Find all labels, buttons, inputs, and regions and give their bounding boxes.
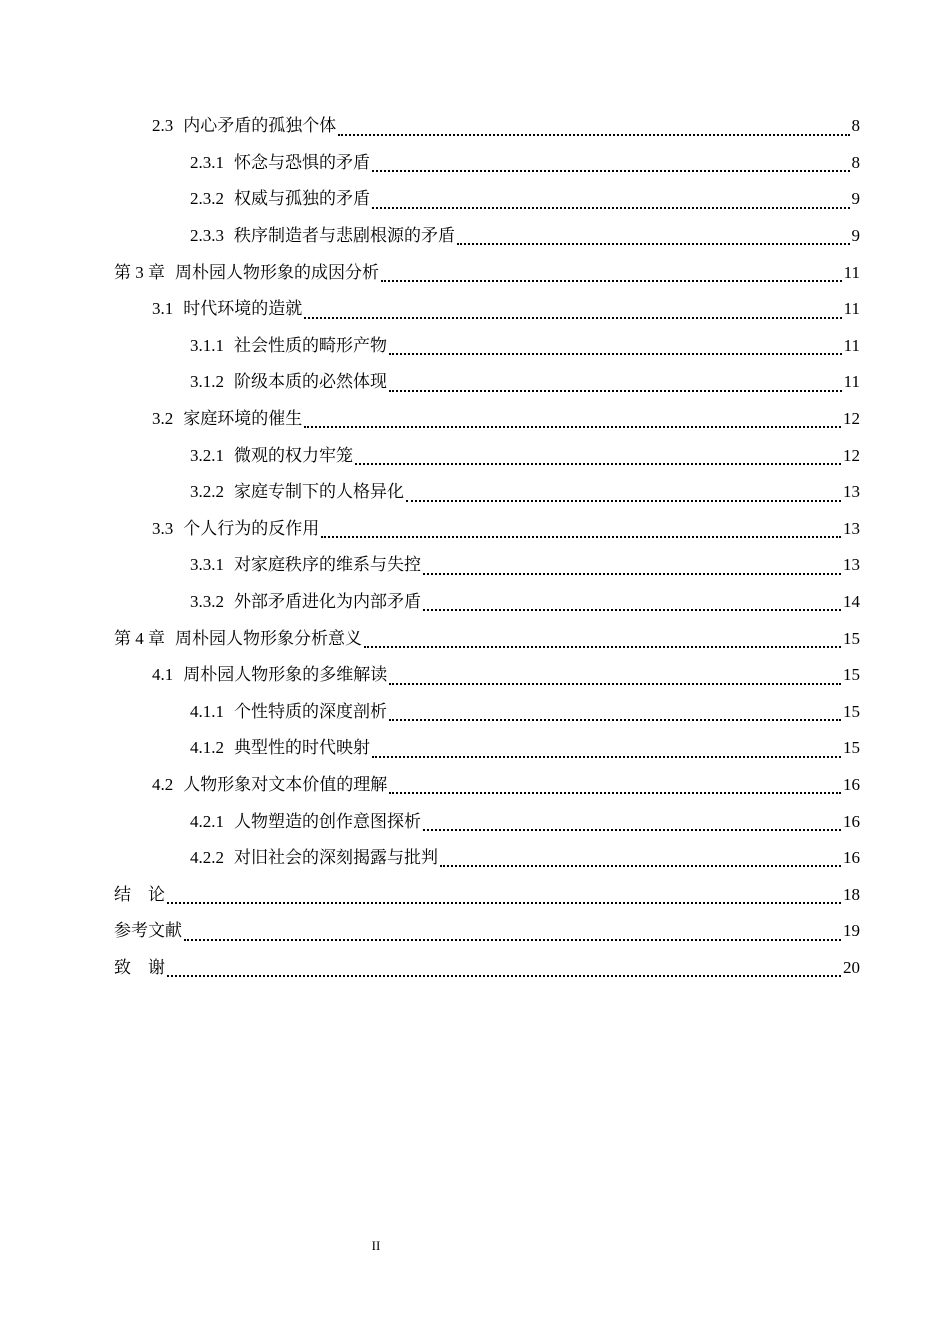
dot-leader bbox=[321, 536, 841, 538]
dot-leader bbox=[372, 756, 841, 758]
toc-entry[interactable] bbox=[0, 511, 950, 548]
toc-entry-page-number: 13 bbox=[843, 555, 860, 575]
toc-entry[interactable] bbox=[0, 767, 950, 804]
dot-leader bbox=[381, 280, 842, 282]
dot-leader bbox=[423, 573, 841, 575]
toc-entry-title: 家庭环境的催生 bbox=[183, 409, 303, 429]
toc-entry-number: 3.3.2 bbox=[190, 592, 224, 612]
toc-entry[interactable] bbox=[0, 913, 950, 950]
dot-leader bbox=[304, 426, 841, 428]
toc-entry-page-number: 13 bbox=[843, 482, 860, 502]
dot-leader bbox=[423, 609, 841, 611]
toc-entry-title: 社会性质的畸形产物 bbox=[234, 335, 387, 355]
toc-entry-page-number: 14 bbox=[843, 592, 860, 612]
toc-entry-title: 个人行为的反作用 bbox=[183, 518, 320, 538]
toc-entry-title: 结 论 bbox=[114, 884, 165, 904]
toc-entry-number: 4.1 bbox=[152, 665, 174, 685]
toc-entry-page-number: 12 bbox=[843, 445, 860, 465]
toc-entry-page-number: 15 bbox=[843, 738, 860, 758]
toc-entry[interactable] bbox=[0, 803, 950, 840]
dot-leader bbox=[364, 646, 841, 648]
toc-entry[interactable] bbox=[0, 401, 950, 438]
toc-entry-page-number: 19 bbox=[843, 921, 860, 941]
toc-entry[interactable] bbox=[0, 620, 950, 657]
toc-entry[interactable] bbox=[0, 108, 950, 145]
toc-entry-title: 阶级本质的必然体现 bbox=[234, 372, 387, 392]
page-number-footer: II bbox=[371, 1238, 381, 1253]
toc-entry-title: 周朴园人物形象分析意义 bbox=[175, 628, 362, 648]
toc-entry-page-number: 15 bbox=[843, 701, 860, 721]
toc-entry-page-number: 8 bbox=[851, 152, 860, 172]
toc-entry-number: 2.3.3 bbox=[190, 226, 224, 246]
toc-entry-title: 外部矛盾进化为内部矛盾 bbox=[234, 592, 421, 612]
toc-entry-number: 4.1.2 bbox=[190, 738, 224, 758]
toc-entry-number: 3.3.1 bbox=[190, 555, 224, 575]
toc-entry-number: 4.2.1 bbox=[190, 811, 224, 831]
toc-entry-number: 2.3.2 bbox=[190, 189, 224, 209]
toc-entry-page-number: 20 bbox=[843, 957, 860, 977]
toc-entry[interactable] bbox=[0, 254, 950, 291]
toc-entry[interactable] bbox=[0, 547, 950, 584]
toc-entry-page-number: 9 bbox=[851, 189, 860, 209]
toc-entry[interactable] bbox=[0, 584, 950, 621]
toc-entry-page-number: 9 bbox=[851, 226, 860, 246]
toc-entry[interactable] bbox=[0, 437, 950, 474]
toc-entry-page-number: 16 bbox=[843, 774, 860, 794]
toc-entry-title: 人物塑造的创作意图探析 bbox=[234, 811, 421, 831]
toc-entry-title: 典型性的时代映射 bbox=[234, 738, 370, 758]
toc-entry[interactable] bbox=[0, 364, 950, 401]
toc-entry-title: 致 谢 bbox=[114, 957, 165, 977]
toc-entry-page-number: 13 bbox=[843, 518, 860, 538]
dot-leader bbox=[457, 243, 850, 245]
toc-entry-number: 3.2.2 bbox=[190, 482, 224, 502]
toc-entry-title: 权威与孤独的矛盾 bbox=[234, 189, 370, 209]
dot-leader bbox=[406, 500, 841, 502]
toc-entry-title: 人物形象对文本价值的理解 bbox=[183, 774, 388, 794]
toc-entry[interactable] bbox=[0, 218, 950, 255]
toc-entry-page-number: 11 bbox=[843, 262, 860, 282]
toc-entry-page-number: 11 bbox=[843, 372, 860, 392]
toc-entry-number: 3.1 bbox=[152, 299, 174, 319]
toc-entry[interactable] bbox=[0, 730, 950, 767]
toc-entry-number: 4.2.2 bbox=[190, 848, 224, 868]
dot-leader bbox=[184, 939, 841, 941]
dot-leader bbox=[389, 683, 841, 685]
toc-entry[interactable] bbox=[0, 291, 950, 328]
toc-list bbox=[0, 108, 950, 986]
toc-entry[interactable] bbox=[0, 181, 950, 218]
toc-entry-page-number: 11 bbox=[843, 335, 860, 355]
toc-entry-number: 2.3 bbox=[152, 116, 174, 136]
toc-entry-title: 秩序制造者与悲剧根源的矛盾 bbox=[234, 226, 455, 246]
toc-entry-number: 2.3.1 bbox=[190, 152, 224, 172]
toc-entry-title: 微观的权力牢笼 bbox=[234, 445, 353, 465]
toc-entry-title: 周朴园人物形象的成因分析 bbox=[175, 262, 379, 282]
toc-entry-title: 对家庭秩序的维系与失控 bbox=[234, 555, 421, 575]
toc-entry-title: 参考文献 bbox=[114, 921, 182, 941]
dot-leader bbox=[389, 719, 841, 721]
toc-entry-title: 家庭专制下的人格异化 bbox=[234, 482, 404, 502]
dot-leader bbox=[304, 317, 841, 319]
dot-leader bbox=[338, 134, 849, 136]
toc-entry-page-number: 15 bbox=[843, 628, 860, 648]
dot-leader bbox=[423, 829, 841, 831]
toc-entry-page-number: 16 bbox=[843, 811, 860, 831]
dot-leader bbox=[167, 975, 841, 977]
toc-entry-title: 个性特质的深度剖析 bbox=[234, 701, 387, 721]
dot-leader bbox=[167, 902, 841, 904]
toc-entry-number: 3.1.2 bbox=[190, 372, 224, 392]
toc-entry-title: 时代环境的造就 bbox=[183, 299, 303, 319]
toc-entry-number: 3.3 bbox=[152, 518, 174, 538]
toc-entry-title: 怀念与恐惧的矛盾 bbox=[234, 152, 370, 172]
toc-entry[interactable] bbox=[0, 145, 950, 182]
toc-entry-title: 内心矛盾的孤独个体 bbox=[183, 116, 337, 136]
toc-entry-number: 3.2 bbox=[152, 409, 174, 429]
toc-entry-number: 第 3 章 bbox=[114, 262, 165, 282]
toc-entry-page-number: 16 bbox=[843, 848, 860, 868]
toc-entry[interactable] bbox=[0, 950, 950, 987]
toc-entry[interactable] bbox=[0, 474, 950, 511]
dot-leader bbox=[372, 207, 850, 209]
dot-leader bbox=[440, 865, 841, 867]
dot-leader bbox=[355, 463, 841, 465]
toc-entry-title: 周朴园人物形象的多维解读 bbox=[183, 665, 388, 685]
toc-entry-number: 3.2.1 bbox=[190, 445, 224, 465]
toc-entry[interactable] bbox=[0, 328, 950, 365]
dot-leader bbox=[389, 792, 841, 794]
toc-entry-page-number: 11 bbox=[843, 299, 860, 319]
toc-entry-title: 对旧社会的深刻揭露与批判 bbox=[234, 848, 438, 868]
toc-entry-page-number: 12 bbox=[843, 409, 860, 429]
toc-entry-number: 4.1.1 bbox=[190, 701, 224, 721]
toc-entry[interactable] bbox=[0, 840, 950, 877]
toc-entry-page-number: 18 bbox=[843, 884, 860, 904]
toc-entry[interactable] bbox=[0, 876, 950, 913]
table-of-contents bbox=[0, 108, 950, 986]
dot-leader bbox=[389, 353, 842, 355]
toc-entry-number: 第 4 章 bbox=[114, 628, 165, 648]
toc-entry-page-number: 15 bbox=[843, 665, 860, 685]
dot-leader bbox=[372, 170, 850, 172]
toc-entry-number: 4.2 bbox=[152, 774, 174, 794]
toc-entry[interactable] bbox=[0, 694, 950, 731]
toc-entry-page-number: 8 bbox=[851, 116, 860, 136]
toc-entry-number: 3.1.1 bbox=[190, 335, 224, 355]
dot-leader bbox=[389, 390, 842, 392]
toc-entry[interactable] bbox=[0, 657, 950, 694]
